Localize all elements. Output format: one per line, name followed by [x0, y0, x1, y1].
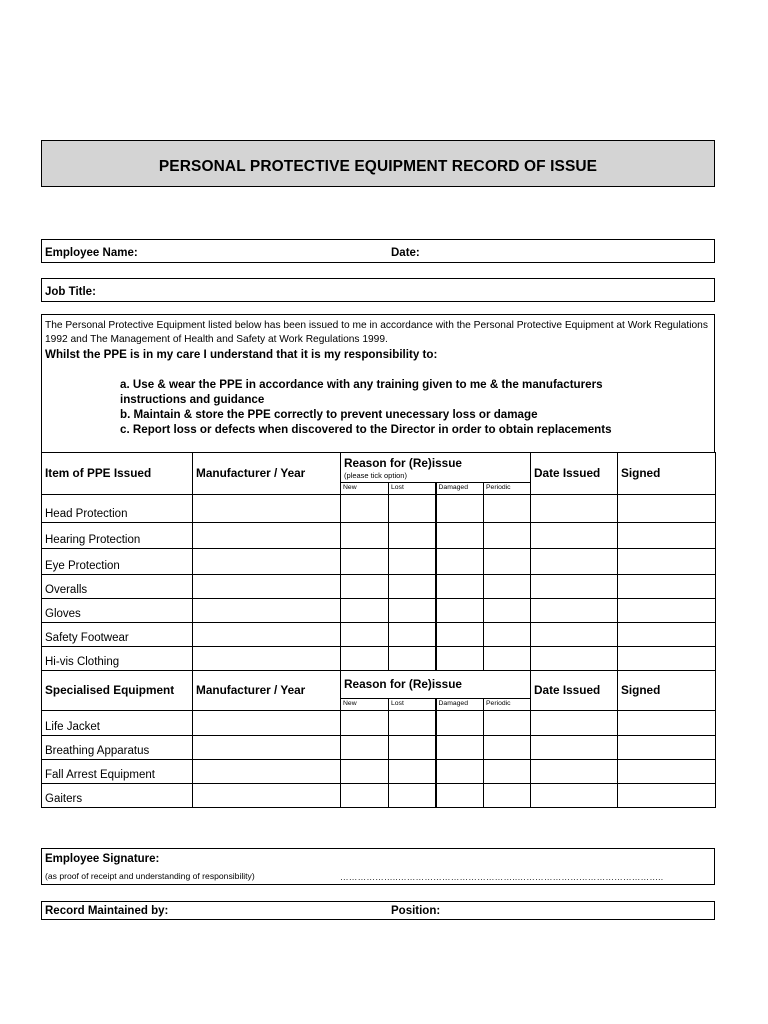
manufacturer-cell[interactable] — [193, 711, 341, 736]
specialised-item-header: Specialised Equipment — [42, 671, 193, 711]
new-cell[interactable] — [341, 736, 389, 760]
new-cell[interactable] — [341, 599, 389, 623]
signed-cell[interactable] — [618, 623, 716, 647]
lost-cell[interactable] — [389, 736, 436, 760]
manufacturer-cell[interactable] — [193, 784, 341, 808]
specialised-signed-header: Signed — [618, 671, 716, 711]
signed-cell[interactable] — [618, 711, 716, 736]
table-row — [42, 623, 716, 647]
reason-damaged: Damaged — [436, 483, 484, 495]
periodic-cell[interactable] — [484, 495, 531, 523]
damaged-cell[interactable] — [436, 623, 484, 647]
signed-cell[interactable] — [618, 575, 716, 599]
manufacturer-cell[interactable] — [193, 623, 341, 647]
item-cell: Gloves — [42, 599, 193, 623]
position-label: Position: — [391, 905, 441, 917]
damaged-cell[interactable] — [436, 736, 484, 760]
item-cell: Breathing Apparatus — [42, 736, 193, 760]
employee-signature-label: Employee Signature: — [45, 853, 160, 865]
new-cell[interactable] — [341, 647, 389, 671]
date-cell[interactable] — [531, 784, 618, 808]
lost-cell[interactable] — [389, 523, 436, 549]
manufacturer-header: Manufacturer / Year — [193, 453, 341, 495]
new-cell[interactable] — [341, 623, 389, 647]
item-cell: Fall Arrest Equipment — [42, 760, 193, 784]
reason-header — [341, 453, 531, 483]
periodic-cell[interactable] — [484, 575, 531, 599]
table-row — [42, 760, 716, 784]
manufacturer-cell[interactable] — [193, 575, 341, 599]
declaration-paragraph: The Personal Protective Equipment listed below has been issued to me in accordance with the Personal Protective Equipment at Work Regulations 1992 and The Management of Health and Safety at Work Regulations 1999. — [45, 320, 708, 345]
new-cell[interactable] — [341, 549, 389, 575]
new-cell[interactable] — [341, 523, 389, 549]
specialised-date-issued-header: Date Issued — [531, 671, 618, 711]
table-row — [42, 736, 716, 760]
responsibility-item: c. Report loss or defects when discovered to the Director in order to obtain replacements — [120, 423, 612, 436]
damaged-cell[interactable] — [436, 495, 484, 523]
damaged-cell[interactable] — [436, 523, 484, 549]
periodic-cell[interactable] — [484, 549, 531, 575]
signed-cell[interactable] — [618, 599, 716, 623]
responsibility-statement: Whilst the PPE is in my care I understand that it is my responsibility to: — [45, 348, 438, 361]
item-cell: Eye Protection — [42, 549, 193, 575]
job-title-label: Job Title: — [45, 286, 96, 298]
date-cell[interactable] — [531, 599, 618, 623]
specialised-manufacturer-header: Manufacturer / Year — [193, 671, 341, 711]
manufacturer-cell[interactable] — [193, 736, 341, 760]
damaged-cell[interactable] — [436, 599, 484, 623]
form-title-banner — [41, 140, 715, 187]
date-cell[interactable] — [531, 711, 618, 736]
reason-new: New — [341, 483, 389, 495]
damaged-cell[interactable] — [436, 549, 484, 575]
employee-name-label: Employee Name: — [45, 247, 138, 259]
new-cell[interactable] — [341, 495, 389, 523]
specialised-reason-header: Reason for (Re)issue — [341, 671, 531, 699]
reason-header-label: Reason for (Re)issue — [344, 456, 462, 470]
new-cell[interactable] — [341, 784, 389, 808]
damaged-cell[interactable] — [436, 647, 484, 671]
new-cell[interactable] — [341, 760, 389, 784]
periodic-cell[interactable] — [484, 760, 531, 784]
lost-cell[interactable] — [389, 711, 436, 736]
new-cell[interactable] — [341, 711, 389, 736]
manufacturer-cell[interactable] — [193, 495, 341, 523]
reason-new: New — [341, 699, 389, 711]
new-cell[interactable] — [341, 575, 389, 599]
signature-line[interactable]: ………………..…………………………………..………………………………………….. — [340, 872, 664, 882]
item-cell: Gaiters — [42, 784, 193, 808]
reason-lost: Lost — [389, 699, 436, 711]
table-row — [42, 549, 716, 575]
periodic-cell[interactable] — [484, 599, 531, 623]
responsibility-item: b. Maintain & store the PPE correctly to prevent unecessary loss or damage — [120, 408, 538, 421]
item-cell: Overalls — [42, 575, 193, 599]
date-cell[interactable] — [531, 495, 618, 523]
table-row — [42, 523, 716, 549]
responsibility-item: a. Use & wear the PPE in accordance with any training given to me & the manufacturers — [120, 378, 603, 391]
signature-note: (as proof of receipt and understanding of responsibility) — [45, 871, 255, 881]
periodic-cell[interactable] — [484, 623, 531, 647]
table-row — [42, 599, 716, 623]
manufacturer-cell[interactable] — [193, 523, 341, 549]
manufacturer-cell[interactable] — [193, 549, 341, 575]
record-maintained-row — [41, 901, 715, 920]
date-cell[interactable] — [531, 575, 618, 599]
item-cell: Head Protection — [42, 495, 193, 523]
periodic-cell[interactable] — [484, 711, 531, 736]
lost-cell[interactable] — [389, 599, 436, 623]
signed-cell[interactable] — [618, 760, 716, 784]
date-cell[interactable] — [531, 623, 618, 647]
reason-lost: Lost — [389, 483, 436, 495]
periodic-cell[interactable] — [484, 647, 531, 671]
lost-cell[interactable] — [389, 760, 436, 784]
lost-cell[interactable] — [389, 495, 436, 523]
form-title: PERSONAL PROTECTIVE EQUIPMENT RECORD OF ISSUE — [158, 157, 598, 175]
signed-header: Signed — [618, 453, 716, 495]
item-header: Item of PPE Issued — [42, 453, 193, 495]
manufacturer-cell[interactable] — [193, 760, 341, 784]
signed-cell[interactable] — [618, 647, 716, 671]
signed-cell[interactable] — [618, 523, 716, 549]
lost-cell[interactable] — [389, 549, 436, 575]
periodic-cell[interactable] — [484, 736, 531, 760]
manufacturer-cell[interactable] — [193, 647, 341, 671]
periodic-cell[interactable] — [484, 523, 531, 549]
table-row — [42, 575, 716, 599]
signed-cell[interactable] — [618, 784, 716, 808]
declaration-section — [41, 314, 715, 453]
responsibility-list — [120, 377, 612, 437]
table-row — [42, 711, 716, 736]
damaged-cell[interactable] — [436, 711, 484, 736]
manufacturer-cell[interactable] — [193, 599, 341, 623]
signed-cell[interactable] — [618, 736, 716, 760]
damaged-cell[interactable] — [436, 784, 484, 808]
reason-damaged: Damaged — [436, 699, 484, 711]
specialised-header-row — [42, 671, 716, 699]
lost-cell[interactable] — [389, 647, 436, 671]
employee-signature-section — [41, 848, 715, 885]
item-cell: Hearing Protection — [42, 523, 193, 549]
signed-cell[interactable] — [618, 549, 716, 575]
lost-cell[interactable] — [389, 575, 436, 599]
reason-periodic: Periodic — [484, 483, 531, 495]
item-cell: Life Jacket — [42, 711, 193, 736]
periodic-cell[interactable] — [484, 784, 531, 808]
item-cell: Hi-vis Clothing — [42, 647, 193, 671]
table-row — [42, 495, 716, 523]
item-cell: Safety Footwear — [42, 623, 193, 647]
date-cell[interactable] — [531, 549, 618, 575]
tick-note: (please tick option) — [344, 471, 407, 480]
ppe-record-table — [41, 452, 716, 808]
job-title-row — [41, 278, 715, 302]
table-row — [42, 784, 716, 808]
damaged-cell[interactable] — [436, 760, 484, 784]
date-cell[interactable] — [531, 647, 618, 671]
employee-name-row — [41, 239, 715, 263]
responsibility-item: instructions and guidance — [120, 393, 265, 406]
date-label: Date: — [391, 247, 420, 259]
damaged-cell[interactable] — [436, 575, 484, 599]
date-cell[interactable] — [531, 760, 618, 784]
table-row — [42, 647, 716, 671]
date-cell[interactable] — [531, 736, 618, 760]
ppe-header-row — [42, 453, 716, 483]
signed-cell[interactable] — [618, 495, 716, 523]
record-maintained-label: Record Maintained by: — [45, 905, 169, 917]
lost-cell[interactable] — [389, 623, 436, 647]
date-cell[interactable] — [531, 523, 618, 549]
lost-cell[interactable] — [389, 784, 436, 808]
reason-periodic: Periodic — [484, 699, 531, 711]
date-issued-header: Date Issued — [531, 453, 618, 495]
